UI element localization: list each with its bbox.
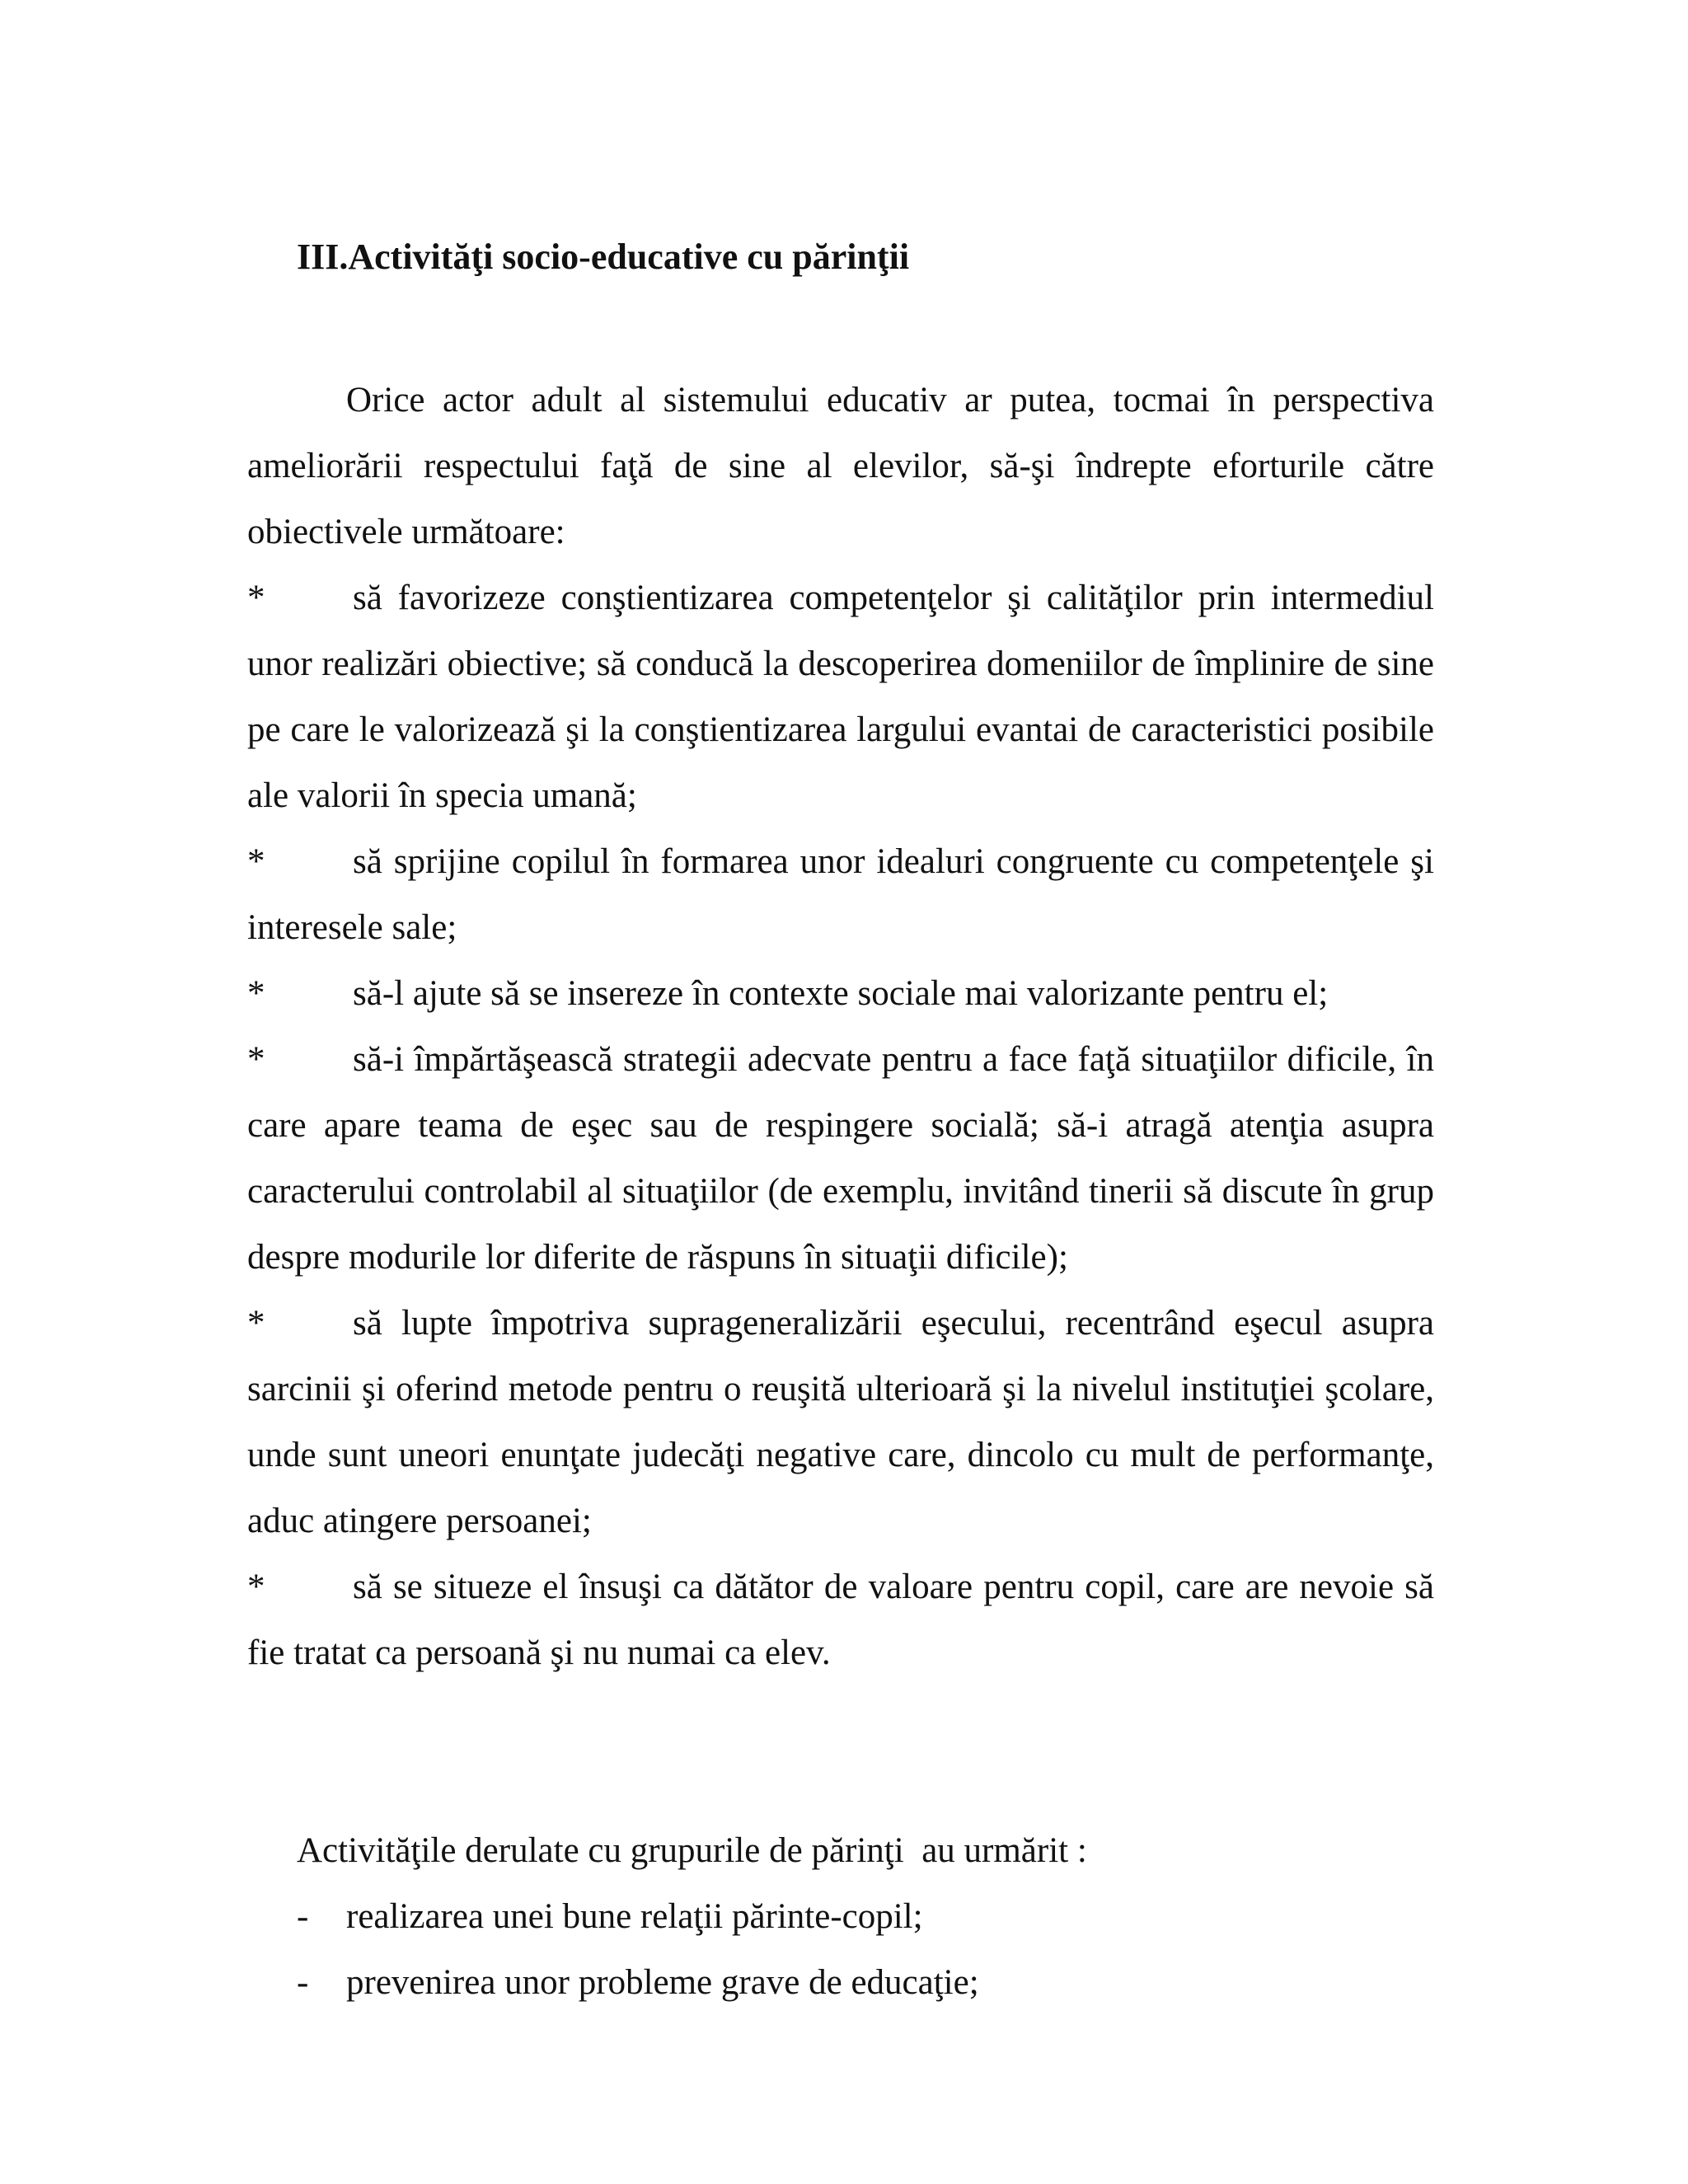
dash-marker: - <box>297 1897 309 1936</box>
activity-text: prevenirea unor probleme grave de educaţie; <box>346 1963 979 2002</box>
bullet-marker: * <box>247 1568 265 1606</box>
bullet-text: să-l ajute să se insereze în contexte sociale mai valorizante pentru el; <box>353 974 1329 1013</box>
intro-paragraph: Orice actor adult al sistemului educativ ar putea, tocmai în perspectiva ameliorării respectului faţă de sine al elevilor, să-şi îndrepte eforturile către obiectivele următoare: <box>247 381 1434 551</box>
bullet-text: să-i împărtăşească strategii adecvate pentru a face faţă situaţiilor dificile, în care apare teama de eşec sau de respingere socială; să-i atragă atenţia asupra caracterului controlabil al situaţiilor (de exemplu, invitând tinerii să discute în grup despre modurile lor diferite de răspuns în situaţii dificile); <box>247 1040 1434 1277</box>
bullet-text: să lupte împotriva suprageneralizării eşecului, recentrând eşecul asupra sarcinii şi oferind metode pentru o reuşită ulterioară şi la nivelul instituţiei şcolare, unde sunt uneori enunţate judecăţi negative care, dincolo cu mult de performanţe, aduc atingere persoanei; <box>247 1304 1434 1540</box>
activity-item-2 <box>297 1950 1434 2016</box>
bullet-item-4 <box>247 1027 1434 1291</box>
bullet-marker: * <box>247 974 265 1013</box>
objectives-section <box>247 368 1434 1686</box>
bullet-text: să se situeze el însuşi ca dătător de valoare pentru copil, care are nevoie să fie tratat ca persoană şi nu numai ca elev. <box>247 1568 1434 1672</box>
activities-section <box>297 1818 1434 2016</box>
activity-item-1 <box>297 1884 1434 1950</box>
activity-text: realizarea unei bune relaţii părinte-copil; <box>346 1897 923 1936</box>
bullet-marker: * <box>247 1040 265 1079</box>
bullet-marker: * <box>247 579 265 617</box>
activities-intro: Activităţile derulate cu grupurile de părinţi au urmărit : <box>297 1831 1087 1870</box>
bullet-item-6 <box>247 1554 1434 1686</box>
bullet-marker: * <box>247 842 265 881</box>
bullet-text: să sprijine copilul în formarea unor idealuri congruente cu competenţele şi interesele sale; <box>247 842 1434 947</box>
bullet-marker: * <box>247 1304 265 1343</box>
bullet-item-3 <box>247 961 1434 1027</box>
bullet-text: să favorizeze conştientizarea competenţelor şi calităţilor prin intermediul unor realizări obiective; să conducă la descoperirea domeniilor de împlinire de sine pe care le valorizează şi la conştientizarea largului evantai de caracteristici posibile ale valorii în specia umană; <box>247 579 1434 815</box>
bullet-item-2 <box>247 829 1434 961</box>
bullet-item-1 <box>247 565 1434 829</box>
section-heading: III.Activităţi socio-educative cu părinţii <box>297 237 910 277</box>
bullet-item-5 <box>247 1291 1434 1554</box>
dash-marker: - <box>297 1963 309 2002</box>
